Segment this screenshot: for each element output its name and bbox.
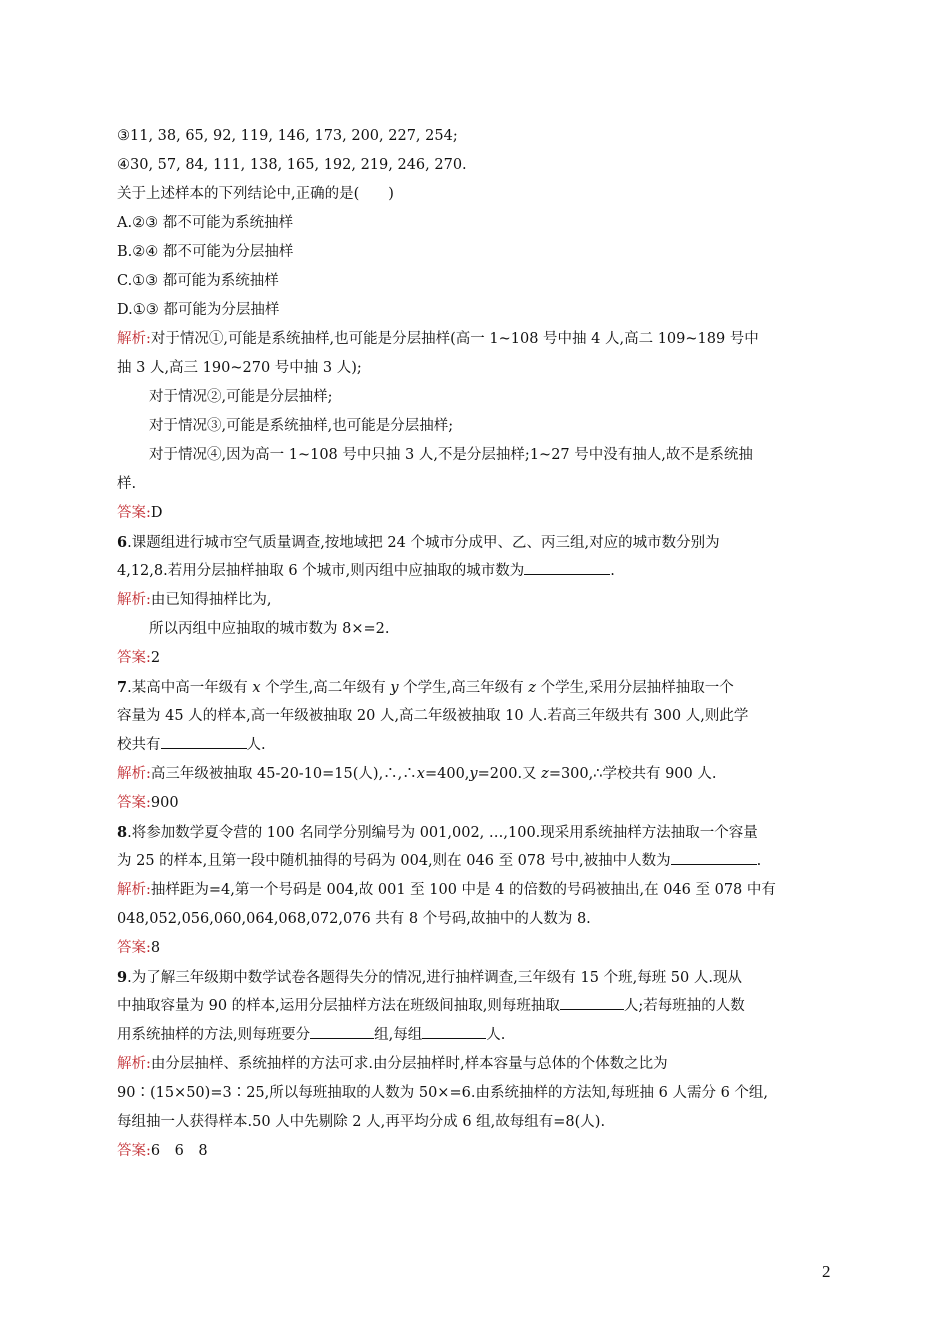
answer-label: 答案: <box>117 650 151 666</box>
q6-line: 6.课题组进行城市空气质量调查,按地域把 24 个城市分成甲、乙、丙三组,对应的城市数分别为 <box>117 534 720 551</box>
page-number: 2 <box>822 1262 831 1281</box>
q8-solution-line: 解析:抽样距为=4,第一个号码是 004,故 001 至 100 中是 4 的倍数的号码被抽出,在 046 至 078 中有 <box>117 882 776 898</box>
q5-solution-line: 样. <box>117 476 137 492</box>
answer-blank <box>671 850 757 865</box>
q6-solution-line: 所以丙组中应抽取的城市数为 8×=2. <box>149 621 390 637</box>
q7-line: 校共有 人. <box>117 731 837 760</box>
q8-solution-line: 048,052,056,060,064,068,072,076 共有 8 个号码,故抽中的人数为 8. <box>117 911 591 927</box>
answer-blank <box>161 734 247 749</box>
solution-label: 解析: <box>117 331 151 347</box>
q5-choice-b: B.②④ 都不可能为分层抽样 <box>117 244 294 260</box>
q7-answer: 答案:900 <box>117 795 179 811</box>
q5-choice-a: A.②③ 都不可能为系统抽样 <box>117 215 294 231</box>
q9-solution-line: 解析:由分层抽样、系统抽样的方法可求.由分层抽样时,样本容量与总体的个体数之比为 <box>117 1056 668 1072</box>
q6-answer: 答案:2 <box>117 650 161 666</box>
answer-label: 答案: <box>117 505 151 521</box>
q5-solution-line: 对于情况②,可能是分层抽样; <box>149 389 333 405</box>
q9-line: 9.为了解三年级期中数学试卷各题得失分的情况,进行抽样调查,三年级有 15 个班,每班 50 人.现从 <box>117 969 742 986</box>
answer-label: 答案: <box>117 1143 151 1159</box>
q5-solution-line: 解析:对于情况①,可能是系统抽样,也可能是分层抽样(高一 1~108 号中抽 4 人,高二 109~189 号中 <box>117 331 759 347</box>
q9-line: 用系统抽样的方法,则每班要分 组,每组 人. <box>117 1021 837 1050</box>
answer-label: 答案: <box>117 940 151 956</box>
q9-line: 中抽取容量为 90 的样本,运用分层抽样方法在班级间抽取,则每班抽取 人;若每班抽的人数 <box>117 992 837 1021</box>
q6-line: 4,12,8.若用分层抽样抽取 6 个城市,则丙组中应抽取的城市数为 . <box>117 557 837 586</box>
q7-solution-line: 解析:高三年级被抽取 45-20-10=15(人),∴,∴x=400,y=200.又 z=300,∴学校共有 900 人. <box>117 766 717 782</box>
q9-solution-line: 每组抽一人获得样本.50 人中先剔除 2 人,再平均分成 6 组,故每组有=8(人). <box>117 1114 606 1130</box>
question-number: 9 <box>117 969 128 986</box>
q5-option-3: ③11, 38, 65, 92, 119, 146, 173, 200, 227, 254; <box>117 128 458 144</box>
question-number: 6 <box>117 534 128 551</box>
answer-blank <box>422 1024 486 1039</box>
q8-answer: 答案:8 <box>117 940 161 956</box>
solution-label: 解析: <box>117 592 151 608</box>
solution-label: 解析: <box>117 1056 151 1072</box>
answer-label: 答案: <box>117 795 151 811</box>
q5-choice-c: C.①③ 都可能为系统抽样 <box>117 273 279 289</box>
question-number: 7 <box>117 679 128 696</box>
q5-question: 关于上述样本的下列结论中,正确的是( ) <box>117 186 394 202</box>
solution-label: 解析: <box>117 766 151 782</box>
q5-solution-line: 抽 3 人,高三 190~270 号中抽 3 人); <box>117 360 362 376</box>
answer-blank <box>310 1024 374 1039</box>
document-page <box>117 122 837 1166</box>
q5-answer: 答案:D <box>117 505 163 521</box>
question-number: 8 <box>117 824 128 841</box>
q5-choice-d: D.①③ 都可能为分层抽样 <box>117 302 280 318</box>
q5-solution-line: 对于情况④,因为高一 1~108 号中只抽 3 人,不是分层抽样;1~27 号中没有抽人,故不是系统抽 <box>149 447 753 463</box>
q9-solution-line: 90∶(15×50)=3∶25,所以每班抽取的人数为 50×=6.由系统抽样的方法知,每班抽 6 人需分 6 个组, <box>117 1085 769 1101</box>
q9-answer: 答案:6 6 8 <box>117 1143 208 1159</box>
answer-blank <box>524 560 610 575</box>
q5-solution-line: 对于情况③,可能是系统抽样,也可能是分层抽样; <box>149 418 454 434</box>
answer-blank <box>560 995 624 1010</box>
q5-option-4: ④30, 57, 84, 111, 138, 165, 192, 219, 246, 270. <box>117 157 467 173</box>
q6-solution-line: 解析:由已知得抽样比为, <box>117 592 272 608</box>
q8-line: 为 25 的样本,且第一段中随机抽得的号码为 004,则在 046 至 078 号中,被抽中人数为 . <box>117 847 837 876</box>
q7-line: 容量为 45 人的样本,高一年级被抽取 20 人,高二年级被抽取 10 人.若高三年级共有 300 人,则此学 <box>117 708 749 724</box>
solution-label: 解析: <box>117 882 151 898</box>
q7-line: 7.某高中高一年级有 x 个学生,高二年级有 y 个学生,高三年级有 z 个学生,采用分层抽样抽取一个 <box>117 679 734 696</box>
q8-line: 8.将参加数学夏令营的 100 名同学分别编号为 001,002, …,100.现采用系统抽样方法抽取一个容量 <box>117 824 758 841</box>
